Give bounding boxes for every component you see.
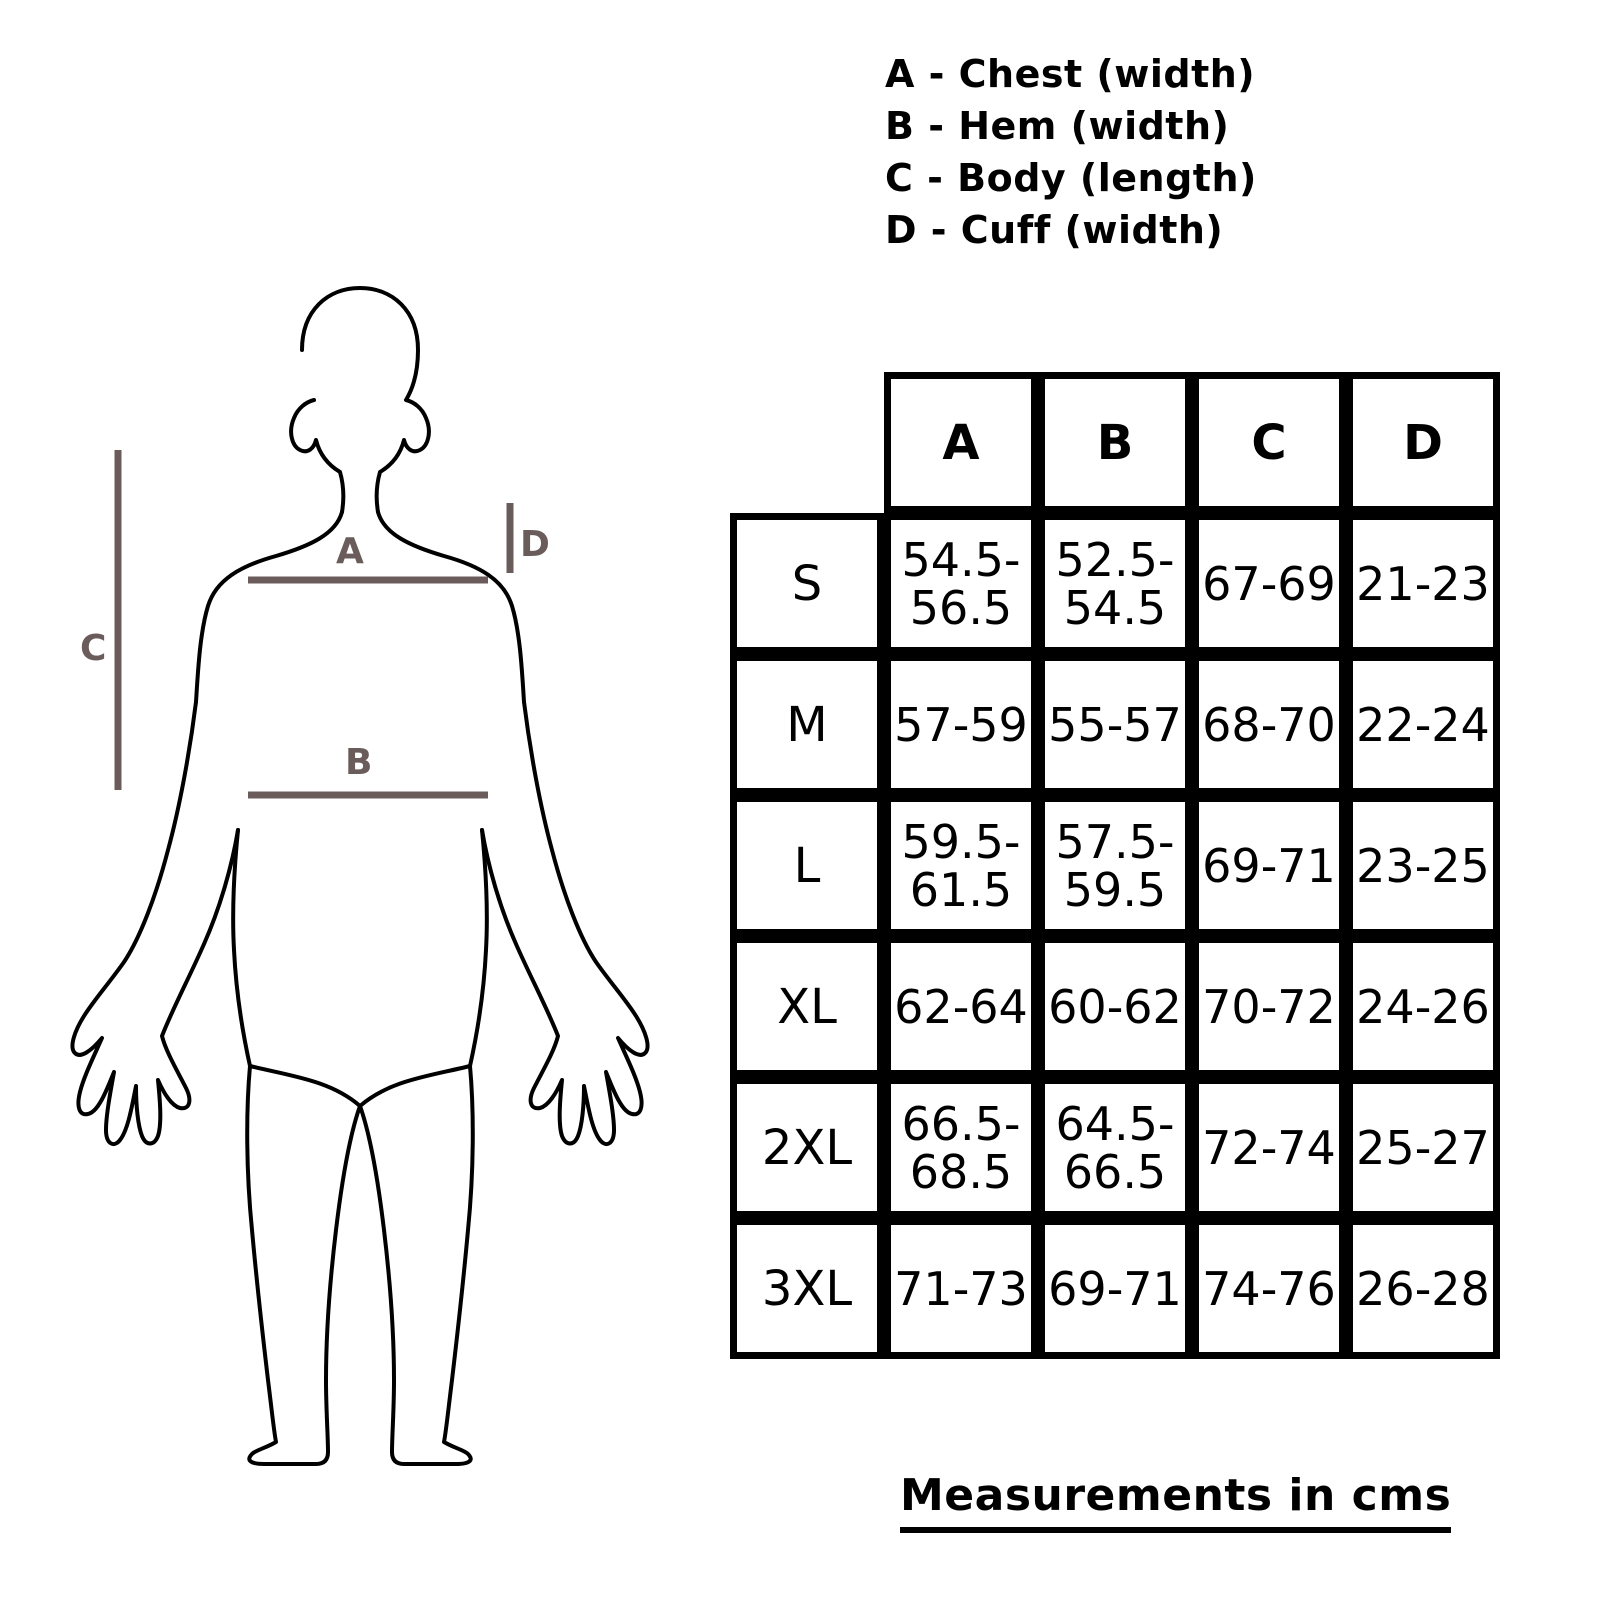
measurement-units-note: Measurements in cms — [900, 1470, 1451, 1533]
table-corner-blank — [730, 372, 884, 513]
column-header-c: C — [1192, 372, 1346, 513]
cell-xl-d: 24-26 — [1346, 936, 1500, 1077]
row-size-3xl: 3XL — [730, 1218, 884, 1359]
size-chart-table — [730, 372, 1500, 1359]
cell-l-c: 69-71 — [1192, 795, 1346, 936]
cell-s-d: 21-23 — [1346, 513, 1500, 654]
table-row — [730, 654, 1500, 795]
cell-m-b: 55-57 — [1038, 654, 1192, 795]
legend-block — [885, 48, 1257, 256]
cell-xl-b: 60-62 — [1038, 936, 1192, 1077]
figure-label-d: D — [520, 524, 550, 565]
cell-xl-c: 70-72 — [1192, 936, 1346, 1077]
cell-s-c: 67-69 — [1192, 513, 1346, 654]
table-header-row — [730, 372, 1500, 513]
row-size-m: M — [730, 654, 884, 795]
figure-label-c: C — [80, 628, 107, 669]
figure-label-b: B — [345, 742, 373, 783]
row-size-2xl: 2XL — [730, 1077, 884, 1218]
table-row — [730, 513, 1500, 654]
cell-3xl-a: 71-73 — [884, 1218, 1038, 1359]
cell-3xl-d: 26-28 — [1346, 1218, 1500, 1359]
cell-m-c: 68-70 — [1192, 654, 1346, 795]
body-diagram — [40, 250, 680, 1480]
cell-l-b: 57.5- 59.5 — [1038, 795, 1192, 936]
cell-xl-a: 62-64 — [884, 936, 1038, 1077]
cell-m-a: 57-59 — [884, 654, 1038, 795]
table-row — [730, 1077, 1500, 1218]
table-row — [730, 795, 1500, 936]
table-row — [730, 1218, 1500, 1359]
cell-l-d: 23-25 — [1346, 795, 1500, 936]
legend-line-chest: A - Chest (width) — [885, 52, 1256, 96]
column-header-d: D — [1346, 372, 1500, 513]
cell-3xl-c: 74-76 — [1192, 1218, 1346, 1359]
figure-label-a: A — [336, 531, 364, 572]
cell-s-a: 54.5- 56.5 — [884, 513, 1038, 654]
cell-2xl-a: 66.5- 68.5 — [884, 1077, 1038, 1218]
row-size-xl: XL — [730, 936, 884, 1077]
human-figure-icon — [40, 250, 680, 1480]
cell-2xl-b: 64.5- 66.5 — [1038, 1077, 1192, 1218]
row-size-s: S — [730, 513, 884, 654]
legend-line-hem: B - Hem (width) — [885, 104, 1230, 148]
cell-2xl-d: 25-27 — [1346, 1077, 1500, 1218]
column-header-b: B — [1038, 372, 1192, 513]
cell-2xl-c: 72-74 — [1192, 1077, 1346, 1218]
cell-3xl-b: 69-71 — [1038, 1218, 1192, 1359]
column-header-a: A — [884, 372, 1038, 513]
row-size-l: L — [730, 795, 884, 936]
legend-line-body: C - Body (length) — [885, 156, 1257, 200]
cell-s-b: 52.5- 54.5 — [1038, 513, 1192, 654]
cell-m-d: 22-24 — [1346, 654, 1500, 795]
cell-l-a: 59.5- 61.5 — [884, 795, 1038, 936]
table-row — [730, 936, 1500, 1077]
legend-line-cuff: D - Cuff (width) — [885, 208, 1224, 252]
